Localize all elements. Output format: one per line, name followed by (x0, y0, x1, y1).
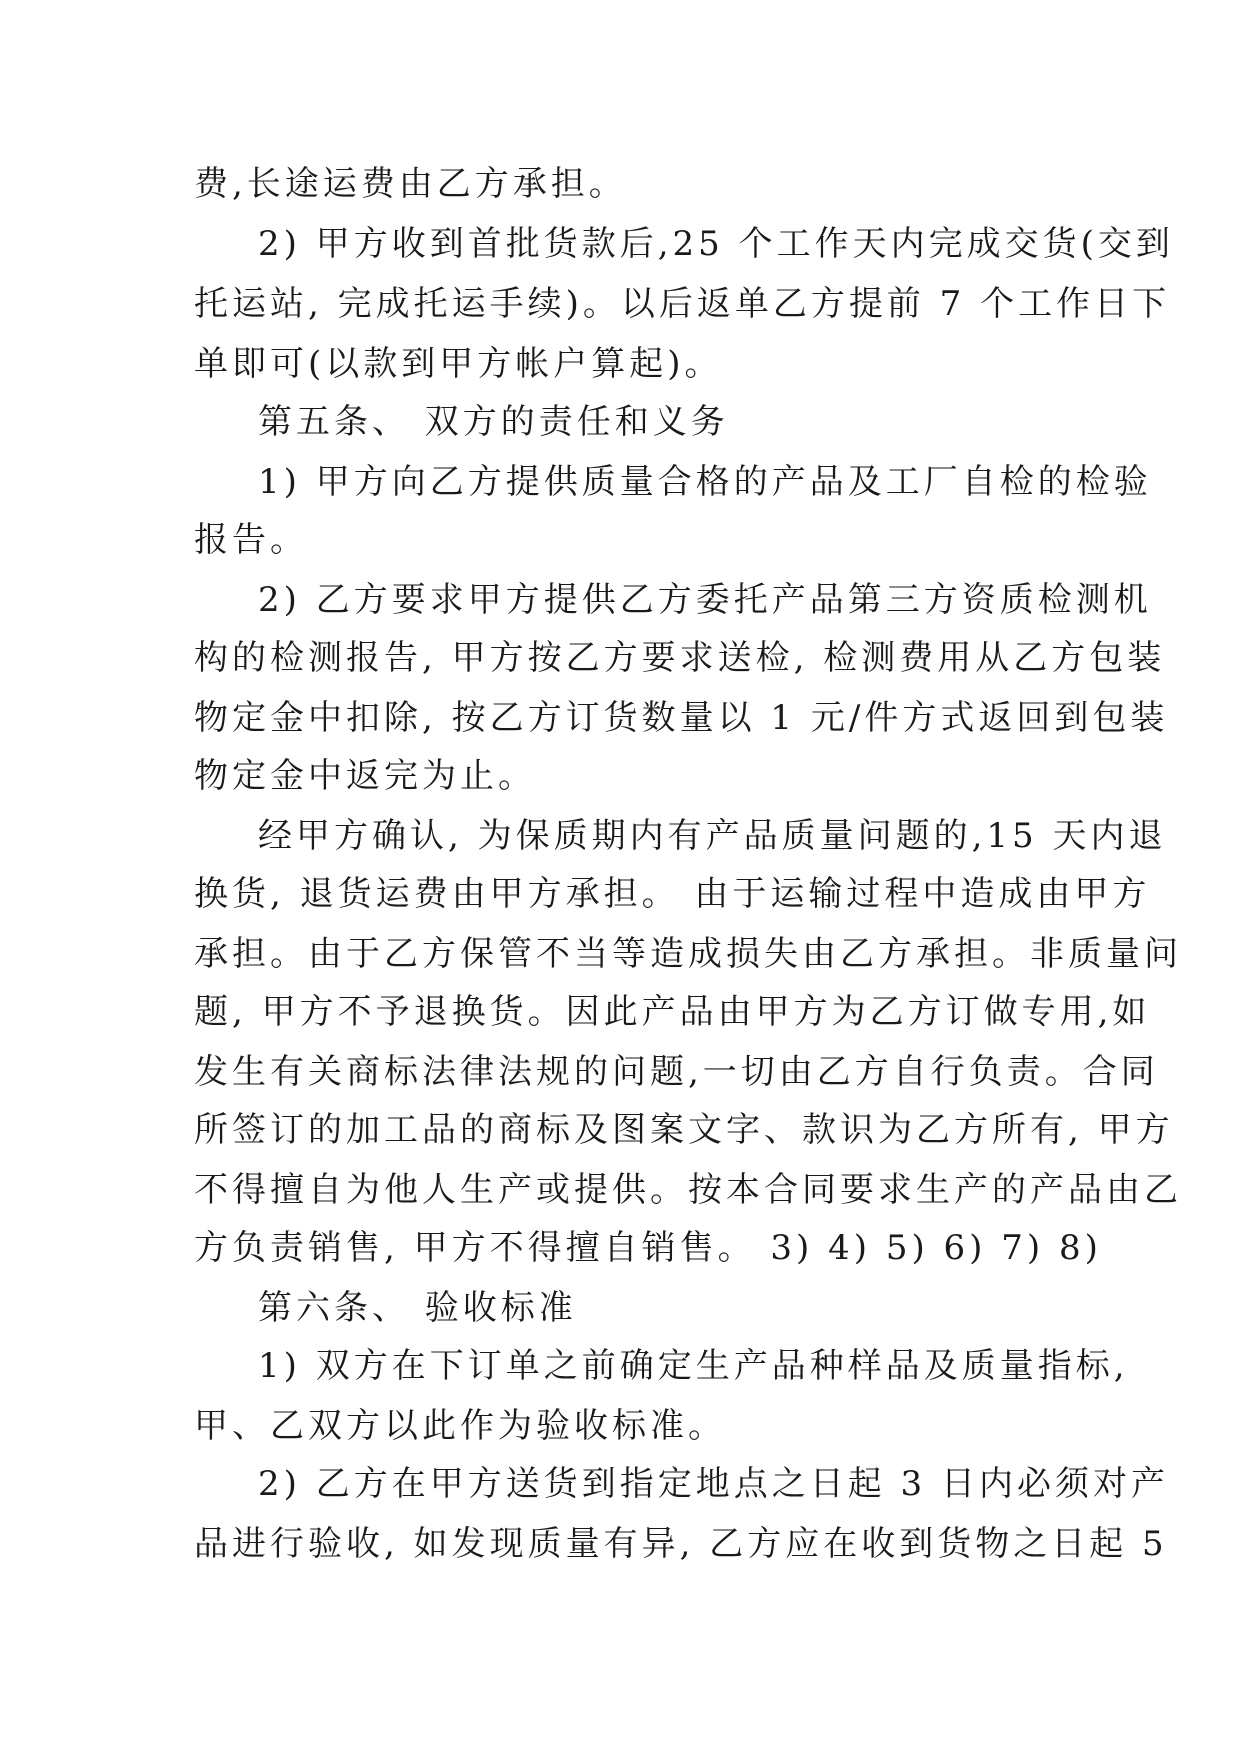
paragraph-line: 1) 甲方向乙方提供质量合格的产品及工厂自检的检验 (258, 462, 1152, 502)
paragraph-line: 构的检测报告, 甲方按乙方要求送检, 检测费用从乙方包装 (194, 638, 1166, 678)
paragraph-line: 托运站, 完成托运手续)。以后返单乙方提前 7 个工作日下 (194, 284, 1171, 324)
paragraph-line: 承担。由于乙方保管不当等造成损失由乙方承担。非质量问 (194, 934, 1182, 974)
paragraph-line: 不得擅自为他人生产或提供。按本合同要求生产的产品由乙 (194, 1170, 1182, 1210)
paragraph-line: 题, 甲方不予退换货。因此产品由甲方为乙方订做专用,如 (194, 992, 1151, 1032)
paragraph-line: 单即可(以款到甲方帐户算起)。 (194, 344, 723, 384)
paragraph-line: 品进行验收, 如发现质量有异, 乙方应在收到货物之日起 5 (194, 1524, 1168, 1564)
paragraph-line: 换货, 退货运费由甲方承担。 由于运输过程中造成由甲方 (194, 874, 1151, 914)
section-heading: 第六条、 验收标准 (258, 1288, 577, 1328)
paragraph-line: 经甲方确认, 为保质期内有产品质量问题的,15 天内退 (258, 816, 1167, 856)
paragraph-line: 甲、乙双方以此作为验收标准。 (194, 1406, 726, 1446)
paragraph-line: 2) 甲方收到首批货款后,25 个工作天内完成交货(交到 (258, 224, 1174, 264)
paragraph-line: 1) 双方在下订单之前确定生产品种样品及质量指标, (258, 1346, 1129, 1386)
paragraph-line: 物定金中扣除, 按乙方订货数量以 1 元/件方式返回到包装 (194, 698, 1169, 738)
paragraph-line: 2) 乙方在甲方送货到指定地点之日起 3 日内必须对产 (258, 1464, 1169, 1504)
paragraph-line: 发生有关商标法律法规的问题,一切由乙方自行负责。合同 (194, 1052, 1159, 1092)
paragraph-line: 物定金中返完为止。 (194, 756, 536, 796)
section-heading: 第五条、 双方的责任和义务 (258, 402, 729, 442)
paragraph-line: 所签订的加工品的商标及图案文字、款识为乙方所有, 甲方 (194, 1110, 1174, 1150)
paragraph-line: 方负责销售, 甲方不得擅自销售。 3) 4) 5) 6) 7) 8) (194, 1228, 1102, 1268)
paragraph-line: 费,长途运费由乙方承担。 (194, 164, 627, 204)
paragraph-line: 2) 乙方要求甲方提供乙方委托产品第三方资质检测机 (258, 580, 1152, 620)
paragraph-line: 报告。 (194, 520, 308, 560)
